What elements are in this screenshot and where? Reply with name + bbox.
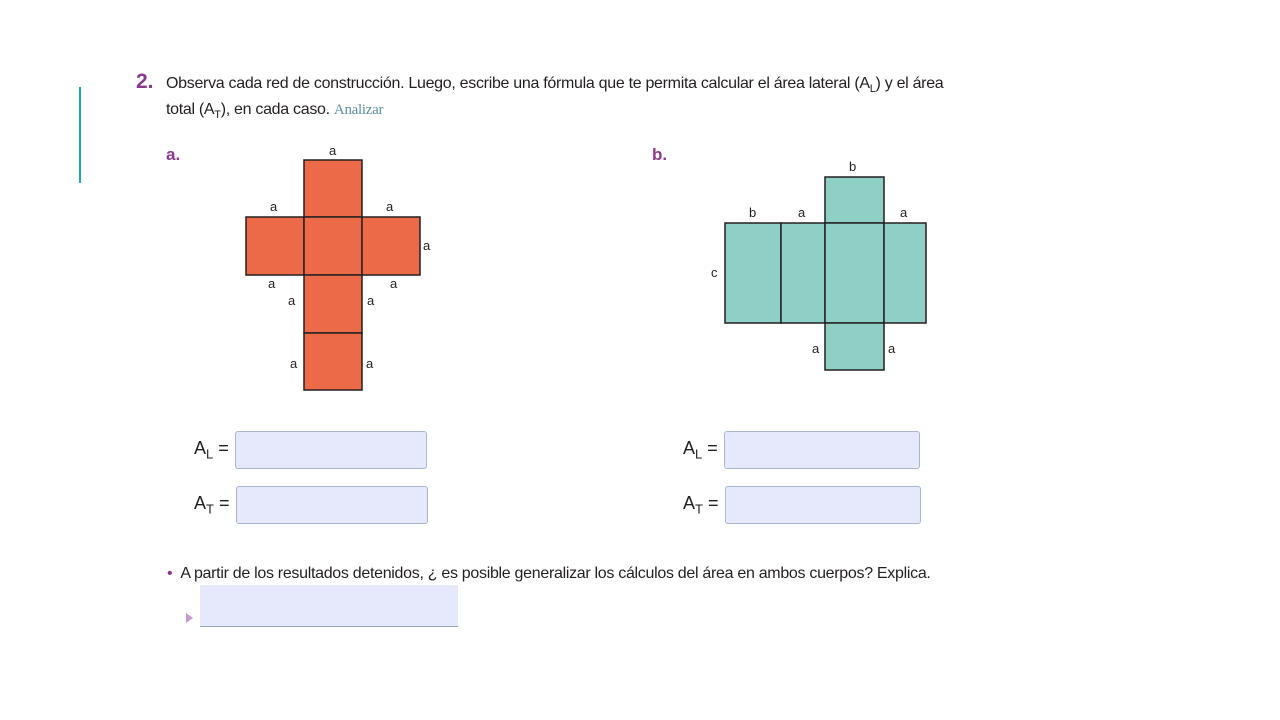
part-a-label: a.: [166, 145, 181, 164]
followup-question-text: A partir de los resultados detenidos, ¿ es posible generalizar los cálculos del área en ambos cuerpos? Explica.: [180, 565, 931, 582]
edge-label: b: [749, 205, 757, 220]
formula-b-lateral-label: $A_L$ =: [683, 438, 718, 462]
formula-a-total: [194, 486, 428, 524]
answer-input-a-lateral[interactable]: [235, 431, 427, 469]
question-text-line-1: Observa cada red de construcción. Luego, escribe una fórmula que te permita calcular el área lateral $(A_L)$ y el área: [166, 75, 944, 96]
cube-face-bottom: [304, 333, 362, 390]
edge-label: c: [711, 265, 718, 280]
formula-a-total-label: $A_T$ =: [194, 493, 230, 517]
edge-label: b: [849, 159, 857, 174]
formula-a-lateral-label: $A_L$ =: [194, 438, 229, 462]
edge-label: a: [329, 143, 337, 158]
answer-input-b-total[interactable]: [725, 486, 921, 524]
question-text-line-2: total $(A_T)$, en cada caso. Analizar: [166, 101, 384, 122]
edge-label: a: [386, 199, 394, 214]
edge-label: a: [290, 356, 298, 371]
prism-face-top: [825, 177, 884, 223]
answer-input-b-lateral[interactable]: [724, 431, 920, 469]
cube-face-center: [304, 217, 362, 275]
edge-label: a: [270, 199, 278, 214]
followup-answer-input[interactable]: [200, 585, 458, 627]
skill-tag: Analizar: [333, 102, 384, 118]
cube-net: [246, 160, 420, 390]
prism-face-bottom: [825, 323, 884, 370]
edge-label: a: [812, 341, 820, 356]
cube-face-top: [304, 160, 362, 217]
cube-face-left: [246, 217, 304, 275]
bullet-icon: •: [167, 565, 173, 582]
formula-b-total: [683, 486, 921, 524]
formula-a-lateral: [194, 431, 427, 469]
edge-label: a: [390, 276, 398, 291]
answer-input-a-total[interactable]: [236, 486, 428, 524]
edge-label: a: [268, 276, 276, 291]
edge-label: a: [900, 205, 908, 220]
prism-face-4: [884, 223, 926, 323]
edge-label: a: [366, 356, 374, 371]
edge-label: a: [367, 293, 375, 308]
prism-face-3: [825, 223, 884, 323]
question-number: 2.: [136, 70, 154, 93]
edge-label: a: [423, 238, 431, 253]
edge-label: a: [288, 293, 296, 308]
prism-face-2: [781, 223, 825, 323]
answer-arrow-icon: [186, 613, 193, 623]
formula-b-lateral: [683, 431, 920, 469]
followup-question: [167, 565, 931, 583]
edge-label: a: [798, 205, 806, 220]
prism-face-1: [725, 223, 781, 323]
edge-label: a: [888, 341, 896, 356]
cube-face-lower: [304, 275, 362, 333]
formula-b-total-label: $A_T$ =: [683, 493, 719, 517]
cube-face-right: [362, 217, 420, 275]
part-b-label: b.: [652, 145, 668, 164]
